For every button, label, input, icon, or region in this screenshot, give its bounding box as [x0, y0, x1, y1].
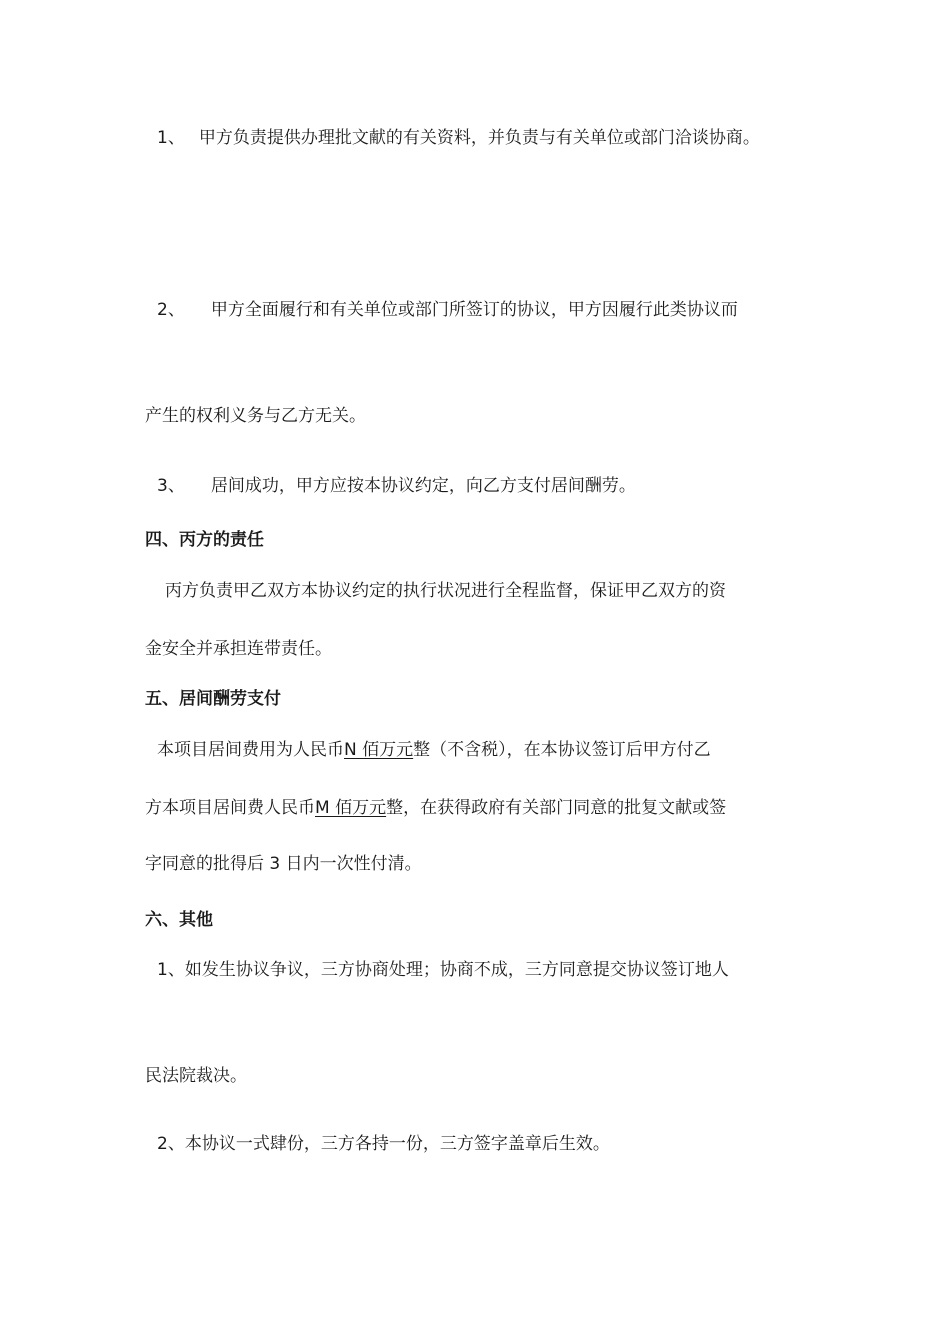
item-text: 产生的权利义务与乙方无关。	[145, 406, 366, 426]
clause-3-item-3	[157, 474, 636, 498]
section-5-heading: 五、居间酬劳支付	[145, 689, 281, 709]
fee-text: 本项目居间费用为人民币	[157, 740, 344, 760]
item-text: 甲方全面履行和有关单位或部门所签订的协议，甲方因履行此类协议而	[210, 300, 738, 320]
clause-3-item-2-line-2	[145, 404, 366, 428]
clause-3-item-2-line-1	[157, 298, 738, 322]
item-number: 3、	[157, 476, 185, 496]
item-text: 居间成功，甲方应按本协议约定，向乙方支付居间酬劳。	[210, 476, 636, 496]
section-6-item-1-line-2: 民法院裁决。	[145, 1066, 247, 1086]
fee-amount-underlined: N 佰万元	[344, 740, 414, 760]
fee-text: 整，在获得政府有关部门同意的批复文献或签	[386, 798, 727, 818]
section-6-item-2: 2、本协议一式肆份，三方各持一份，三方签字盖章后生效。	[157, 1134, 610, 1154]
section-5-line-1	[157, 738, 711, 762]
section-6-item-1-line-1: 1、如发生协议争议，三方协商处理；协商不成，三方同意提交协议签订地人	[157, 960, 729, 980]
section-5-line-3: 字同意的批得后 3 日内一次性付清。	[145, 854, 422, 874]
section-4-heading: 四、丙方的责任	[145, 530, 264, 550]
item-text: 甲方负责提供办理批文献的有关资料，并负责与有关单位或部门洽谈协商。	[198, 128, 760, 148]
section-6-heading: 六、其他	[145, 910, 213, 930]
clause-3-item-1	[157, 126, 760, 150]
section-4-text-line-1: 丙方负责甲乙双方本协议约定的执行状况进行全程监督，保证甲乙双方的资	[165, 581, 726, 601]
section-5-line-2	[145, 796, 726, 820]
fee-text: 方本项目居间费人民币	[145, 798, 315, 818]
item-number: 2、	[157, 300, 185, 320]
fee-text: 整（不含税），在本协议签订后甲方付乙	[413, 740, 711, 760]
item-number: 1、	[157, 128, 185, 148]
section-4-text-line-2: 金安全并承担连带责任。	[145, 639, 332, 659]
fee-amount-underlined: M 佰万元	[315, 798, 387, 818]
